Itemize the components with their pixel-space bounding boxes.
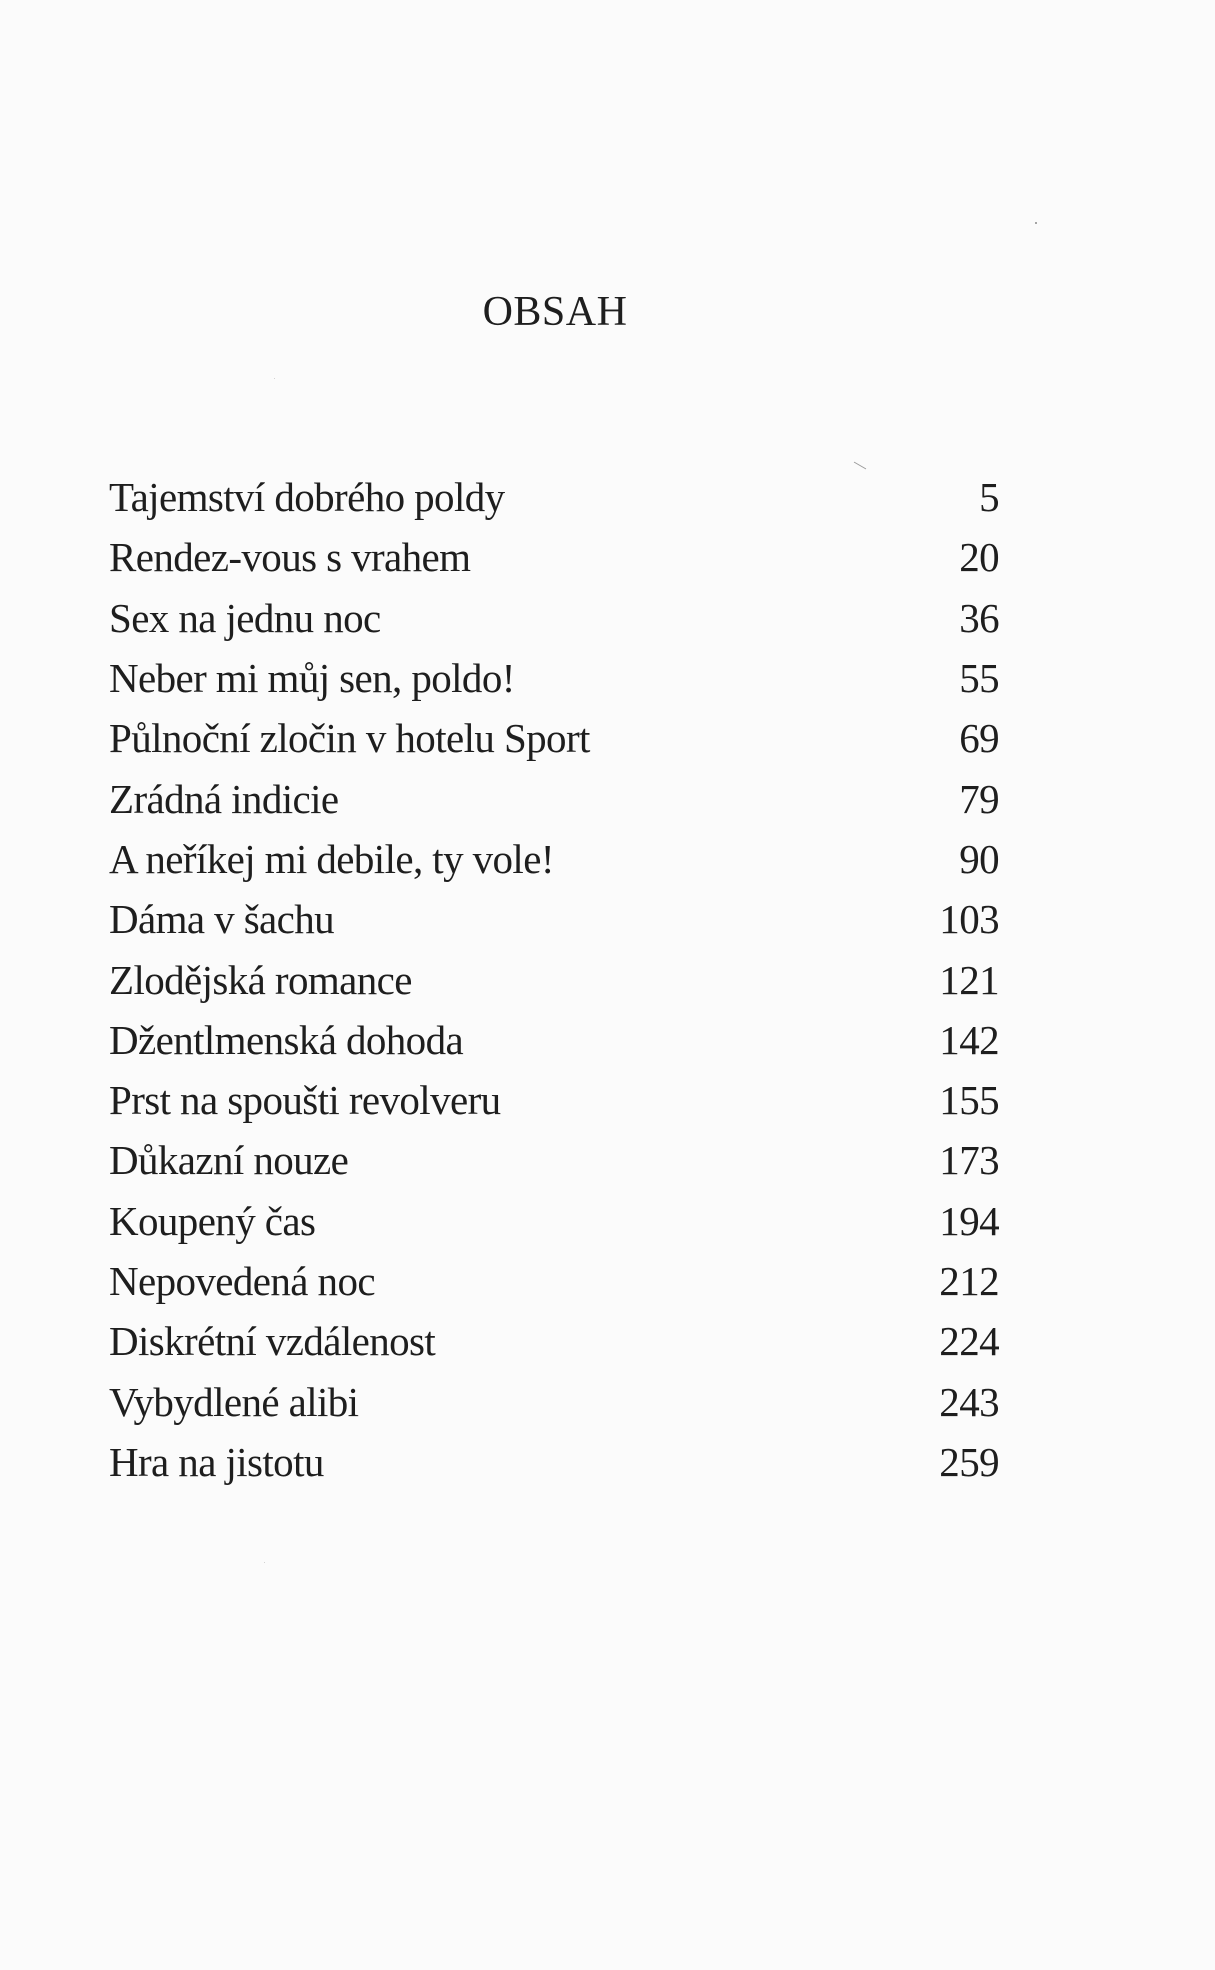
- toc-entry: [109, 1070, 999, 1130]
- toc-entry-title: Nepovedená noc: [109, 1258, 375, 1304]
- toc-entry-page: 36: [959, 594, 999, 641]
- paper-speck: [1035, 222, 1037, 224]
- page-title: OBSAH: [482, 289, 628, 335]
- toc-entry: [109, 1130, 999, 1190]
- toc-entry: [109, 1311, 999, 1371]
- toc-entry-page: 5: [979, 474, 999, 521]
- toc-entry-page: 103: [939, 896, 999, 943]
- toc-entry: [109, 1371, 999, 1431]
- toc-entry-title: Vybydlené alibi: [109, 1378, 359, 1425]
- toc-entry-page: 194: [939, 1197, 999, 1244]
- toc-entry-title: Hra na jistotu: [109, 1438, 324, 1485]
- toc-entry-title: Neber mi můj sen, poldo!: [109, 655, 515, 702]
- toc-entry-title: Sex na jednu noc: [109, 594, 381, 641]
- toc-entry: [109, 527, 999, 587]
- toc-entry: [109, 949, 999, 1009]
- toc-entry-page: 55: [959, 655, 999, 702]
- table-of-contents: [109, 467, 999, 1492]
- toc-entry-title: Dáma v šachu: [109, 896, 335, 943]
- toc-entry: [109, 708, 999, 768]
- toc-entry-title: A neříkej mi debile, ty vole!: [109, 835, 554, 882]
- toc-entry: [109, 829, 999, 889]
- paper-speck: [264, 1562, 265, 1563]
- toc-entry-title: Koupený čas: [109, 1197, 316, 1244]
- toc-entry-page: 212: [939, 1258, 999, 1304]
- toc-entry-page: 121: [939, 956, 999, 1003]
- toc-entry-page: 155: [939, 1077, 999, 1124]
- toc-entry-title: Zrádná indicie: [109, 775, 339, 822]
- toc-entry-title: Tajemství dobrého poldy: [109, 474, 505, 521]
- toc-entry: [109, 467, 999, 527]
- toc-entry-page: 224: [939, 1318, 999, 1365]
- toc-entry-page: 90: [959, 835, 999, 882]
- toc-entry-page: 173: [939, 1137, 999, 1184]
- toc-entry: [109, 1191, 999, 1251]
- paper-speck: [274, 378, 275, 379]
- toc-entry-title: Půlnoční zločin v hotelu Sport: [109, 715, 590, 762]
- toc-entry-page: 69: [959, 715, 999, 762]
- toc-entry-title: Prst na spoušti revolveru: [109, 1077, 501, 1124]
- toc-entry-page: 20: [959, 534, 999, 581]
- toc-entry: [109, 1010, 999, 1070]
- toc-entry-page: 243: [939, 1378, 999, 1425]
- toc-entry: [109, 1251, 999, 1311]
- toc-entry-page: 79: [959, 775, 999, 822]
- toc-entry-title: Džentlmenská dohoda: [109, 1016, 464, 1063]
- toc-entry: [109, 648, 999, 708]
- toc-entry: [109, 768, 999, 828]
- toc-entry: [109, 1432, 999, 1492]
- toc-entry: [109, 588, 999, 648]
- toc-entry-title: Důkazní nouze: [109, 1137, 349, 1184]
- toc-entry-title: Zlodějská romance: [109, 956, 412, 1003]
- toc-entry-page: 142: [939, 1016, 999, 1063]
- toc-entry-title: Diskrétní vzdálenost: [109, 1318, 436, 1365]
- toc-entry-title: Rendez-vous s vrahem: [109, 534, 471, 581]
- toc-entry-page: 259: [939, 1438, 999, 1485]
- toc-entry: [109, 889, 999, 949]
